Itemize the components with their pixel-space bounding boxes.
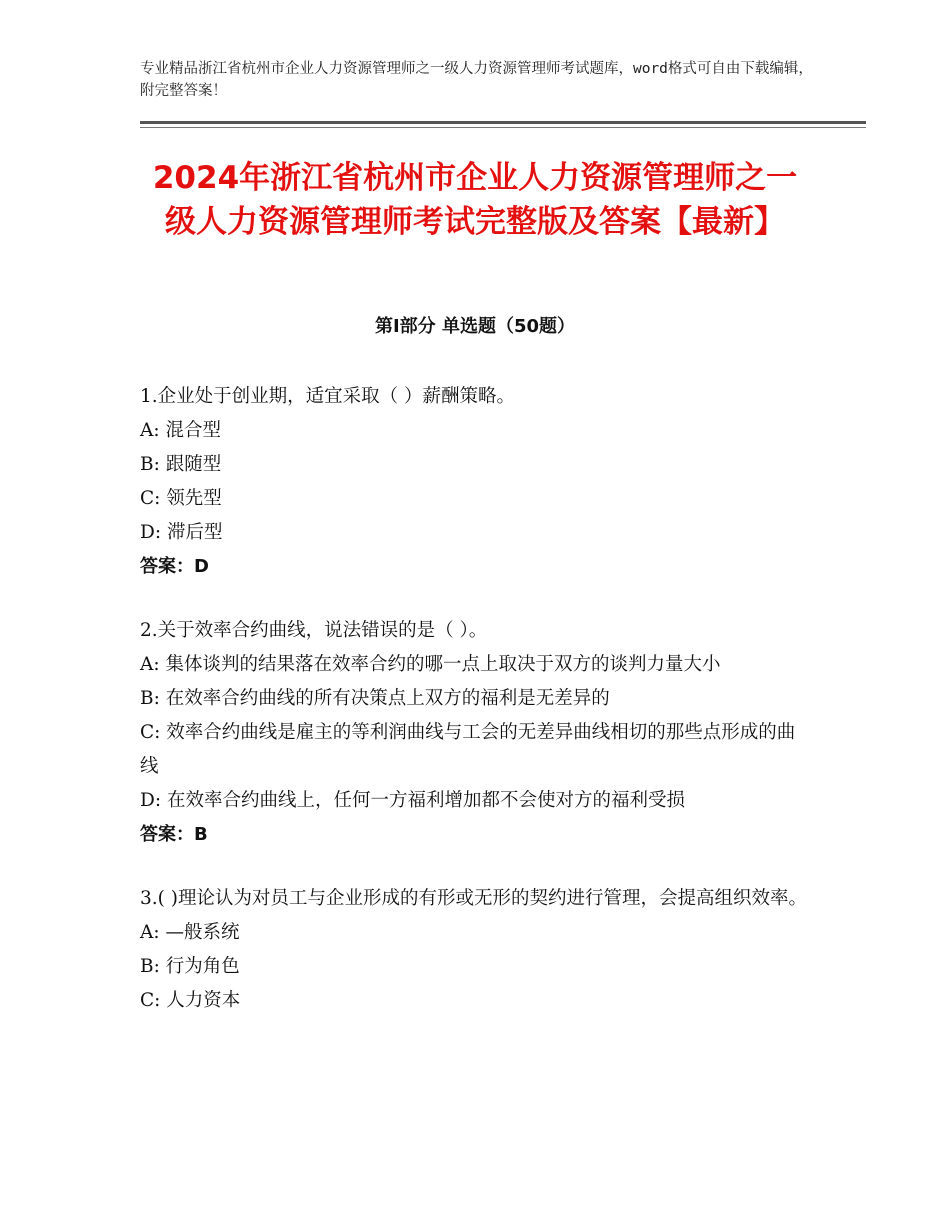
question-1 bbox=[140, 380, 810, 584]
option-a: A: —般系统 bbox=[140, 922, 240, 943]
option-c: C: 效率合约曲线是雇主的等利润曲线与工会的无差异曲线相切的那些点形成的曲线 bbox=[140, 722, 796, 777]
section-title: 第Ⅰ部分 单选题（50题） bbox=[374, 316, 575, 337]
answer: 答案：B bbox=[140, 824, 208, 845]
question-stem: 3.( )理论认为对员工与企业形成的有形或无形的契约进行管理，会提高组织效率。 bbox=[140, 888, 807, 909]
option-b: B: 跟随型 bbox=[140, 454, 222, 475]
question-stem: 2.关于效率合约曲线，说法错误的是（ ）。 bbox=[140, 620, 488, 641]
answer: 答案：D bbox=[140, 556, 209, 577]
header-note: 专业精品浙江省杭州市企业人力资源管理师之一级人力资源管理师考试题库，word格式可自由下载编辑，附完整答案！ bbox=[140, 61, 813, 99]
option-d: D: 在效率合约曲线上，任何一方福利增加都不会使对方的福利受损 bbox=[140, 790, 685, 811]
option-d: D: 滞后型 bbox=[140, 522, 223, 543]
option-b: B: 行为角色 bbox=[140, 956, 240, 977]
option-b: B: 在效率合约曲线的所有决策点上双方的福利是无差异的 bbox=[140, 688, 610, 709]
header-divider-thin bbox=[140, 127, 866, 128]
question-3 bbox=[140, 882, 810, 1018]
question-list bbox=[140, 380, 810, 1048]
document-title: 2024年浙江省杭州市企业人力资源管理师之一级人力资源管理师考试完整版及答案【最新】 bbox=[152, 160, 798, 240]
option-a: A: 混合型 bbox=[140, 420, 221, 441]
question-stem: 1.企业处于创业期，适宜采取（ ）薪酬策略。 bbox=[140, 386, 516, 407]
question-2 bbox=[140, 614, 810, 852]
option-c: C: 人力资本 bbox=[140, 990, 241, 1011]
option-c: C: 领先型 bbox=[140, 488, 222, 509]
option-a: A: 集体谈判的结果落在效率合约的哪一点上取决于双方的谈判力量大小 bbox=[140, 654, 721, 675]
header-divider-thick bbox=[140, 121, 866, 124]
